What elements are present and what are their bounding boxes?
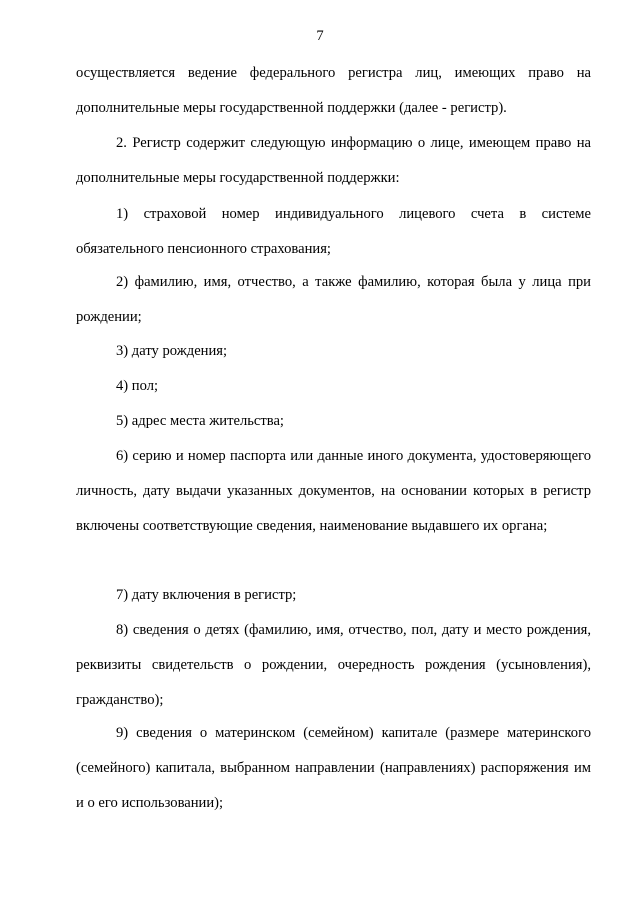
list-item-5: 5) адрес места жительства; [116,413,284,429]
paragraph-continuation: осуществляется ведение федерального регистра лиц, имеющих право на дополнительные меры государственной поддержки (далее - регистр). [76,65,591,116]
list-item-1: 1) страховой номер индивидуального лицевого счета в системе обязательного пенсионного страхования; [76,206,591,257]
list-item-2: 2) фамилию, имя, отчество, а также фамилию, которая была у лица при рождении; [76,274,591,325]
list-item-9: 9) сведения о материнском (семейном) капитале (размере материнского (семейного) капитала, выбранном направлении (направлениях) распоряжения им и о его использовании); [76,725,591,811]
paragraph-item-2: 2. Регистр содержит следующую информацию о лице, имеющем право на дополнительные меры государственной поддержки: [76,135,591,186]
list-item-3: 3) дату рождения; [116,343,228,359]
list-item-6: 6) серию и номер паспорта или данные иного документа, удостоверяющего личность, дату выдачи указанных документов, на основании которых в регистр включены соответствующие сведения, наименование выдавшего их органа; [76,448,591,534]
page-number: 7 [316,28,324,44]
list-item-7: 7) дату включения в регистр; [116,587,297,603]
list-item-4: 4) пол; [116,378,159,394]
list-item-8: 8) сведения о детях (фамилию, имя, отчество, пол, дату и место рождения, реквизиты свидетельств о рождении, очередность рождения (усыновления), гражданство); [76,622,591,708]
